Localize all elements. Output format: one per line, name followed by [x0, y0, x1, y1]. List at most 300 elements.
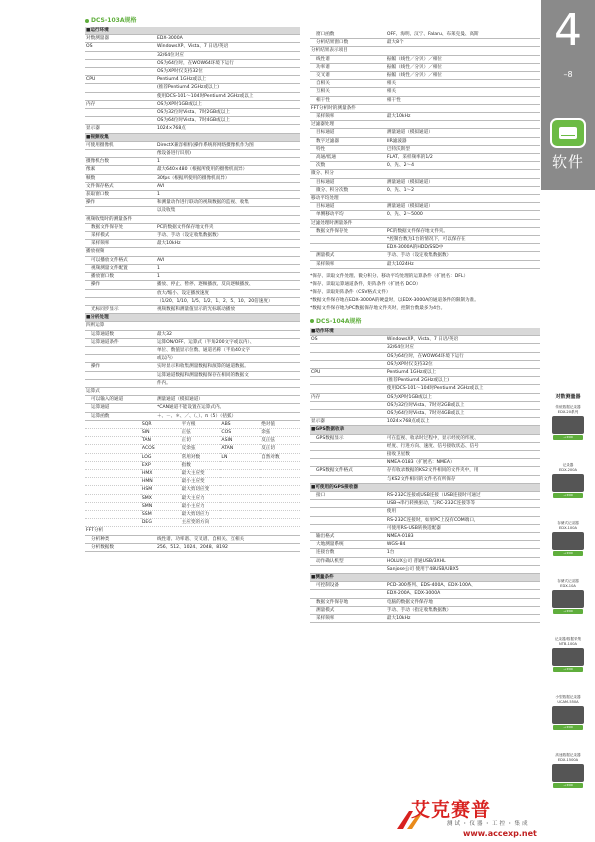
spec-value: 最大8个	[386, 39, 540, 47]
spec-key: 单侧移动平均	[310, 211, 386, 219]
indent-cell	[85, 478, 141, 486]
spec-row	[310, 145, 540, 153]
spec-row	[310, 236, 540, 244]
spec-value	[386, 573, 540, 581]
spec-value: *控制台数为1台的情况下，可以保存在	[386, 236, 540, 244]
spec-row	[310, 508, 540, 516]
spec-row	[310, 360, 540, 368]
spec-value: 使用DCS-101～104时Pentium4 2GHz或以上	[156, 92, 300, 100]
spec-value: 线性谱、功率谱、交叉谱、自相关、互相关	[156, 535, 300, 543]
math-function-cell: HSM	[141, 486, 181, 494]
spec-value: 电脑的数据文件保存地	[386, 598, 540, 606]
spec-row	[310, 219, 540, 227]
math-function-cell: 正切	[181, 437, 221, 445]
spec-key: 连接台数	[310, 549, 386, 557]
spec-key: 大地测量系统	[310, 541, 386, 549]
spec-value: OS为XP时仅支持32位	[156, 68, 300, 76]
math-function-cell: LN	[220, 453, 260, 461]
spec-value: 可使用RS-USB转换适配器	[386, 524, 540, 532]
math-function-cell	[220, 461, 260, 469]
page-link-button[interactable]: → P.00	[553, 667, 583, 672]
footnote: *保存、读取运算通道条件，矩阵条件（扩展名 DCO）	[310, 281, 421, 287]
spec-row	[85, 305, 300, 313]
spec-row	[85, 191, 300, 199]
spec-value: OS为32位时Vista、7时2GB或以上	[156, 109, 300, 117]
math-function-row	[85, 486, 300, 494]
spec-row	[310, 104, 540, 112]
fft-spec-table	[85, 527, 300, 552]
spec-key: 线性谱	[310, 55, 386, 63]
spec-value: AVI	[156, 182, 300, 190]
spec-value: 相关	[386, 80, 540, 88]
section-number: 4	[554, 5, 582, 56]
math-function-cell	[260, 486, 300, 494]
spec-row	[310, 475, 540, 483]
spec-value: 测量通道（模拟通道）	[386, 203, 540, 211]
spec-value: 和测量动作进行联动的视频数据的监视、收集	[156, 199, 300, 207]
page-link-button[interactable]: → P.00	[553, 783, 583, 788]
product-image	[552, 474, 584, 492]
spec-row	[85, 256, 300, 264]
spec-value: 0、先、1～2	[386, 186, 540, 194]
spec-value	[386, 121, 540, 129]
spec-row	[85, 387, 300, 395]
math-function-row	[85, 494, 300, 502]
spec-key: 四则运算	[85, 322, 156, 330]
math-function-row	[85, 437, 300, 445]
spec-key: 目标通道	[310, 178, 386, 186]
spec-value: 最大640×480（根据所使用的摄像机而异）	[156, 166, 300, 174]
spec-key: 可以播放文件格式	[85, 256, 156, 264]
spec-key: 视频测量文件配置	[85, 264, 156, 272]
spec-value: ＋、－、＊、／、（、）、π（5）（括弧）	[156, 412, 300, 420]
spec-key: 文件保存格式	[85, 182, 156, 190]
spec-value: 经度、行进方向、速度、信号接收状态、信号	[386, 442, 540, 450]
product-thumbnail[interactable]	[547, 695, 589, 731]
product-name: 存储式记录器	[557, 579, 579, 583]
spec-key: 微分、积分	[310, 170, 386, 178]
math-function-cell: 最小主应变	[181, 478, 221, 486]
product-image	[552, 764, 584, 782]
spec-row	[310, 63, 540, 71]
spec-row	[310, 252, 540, 260]
sub-section-number: –8	[563, 70, 573, 79]
spec-row	[310, 154, 540, 162]
spec-key: 分析结果窗口数	[310, 39, 386, 47]
math-function-row	[85, 461, 300, 469]
spec-row	[310, 615, 540, 623]
spec-value: 以及收集	[156, 207, 300, 215]
math-function-cell: ABS	[220, 421, 260, 429]
math-function-cell	[220, 478, 260, 486]
spec-row	[310, 368, 540, 376]
spec-value: 振幅（线性／分贝）／相位	[386, 55, 540, 63]
spec-value: 运算ON/OFF、运算式（半角200文字或以内）、	[156, 338, 300, 346]
spec-row	[85, 215, 300, 223]
spec-value: 相干性	[386, 96, 540, 104]
math-function-row	[85, 510, 300, 518]
math-function-cell: ASIN	[220, 437, 260, 445]
spec-key: 可控制设备	[310, 582, 386, 590]
math-function-cell: 正弦	[181, 428, 221, 436]
spec-row	[310, 260, 540, 268]
spec-row	[85, 166, 300, 174]
spec-value: 30fps（根据所使用的摄像机而异）	[156, 174, 300, 182]
math-function-cell: ATAN	[220, 445, 260, 453]
spec-row	[310, 162, 540, 170]
brand-url[interactable]: www.accexp.net	[463, 829, 537, 838]
spec-value: EDX-3000A	[156, 35, 300, 43]
spec-key: 内存	[310, 393, 386, 401]
spec-value: Pentium4 1GHz或以上	[156, 76, 300, 84]
bullet-icon	[310, 319, 314, 323]
spec-row	[85, 100, 300, 108]
page-link-button[interactable]: → P.00	[553, 609, 583, 614]
spec-key: 运算函数	[85, 412, 156, 420]
math-function-row	[85, 421, 300, 429]
spec-row	[85, 264, 300, 272]
spec-row	[85, 297, 300, 305]
indent-cell	[85, 461, 141, 469]
spec-value	[386, 328, 540, 336]
math-function-cell: 最小主应力	[181, 502, 221, 510]
spec-key: 播放窗口数	[85, 273, 156, 281]
spec-value: OS为32位时Vista、7时对2GB或以上	[386, 401, 540, 409]
product-thumbnail[interactable]	[547, 405, 589, 441]
spec-value: 最大10kHz	[386, 615, 540, 623]
spec-value: 存有收录数据的KS2文件相同的文件夹中，用	[386, 467, 540, 475]
product-thumbnail[interactable]	[547, 521, 589, 557]
spec-value: OS为XP时仅支持32位	[386, 360, 540, 368]
spec-key	[310, 475, 386, 483]
spec-key	[310, 377, 386, 385]
spec-value: IIR滤波器	[386, 137, 540, 145]
math-function-cell	[260, 461, 300, 469]
math-function-cell: ACOS	[141, 445, 181, 453]
indent-cell	[85, 445, 141, 453]
dcs103a-spec-table-cont	[310, 31, 540, 269]
indent-cell	[85, 428, 141, 436]
spec-row	[310, 606, 540, 614]
software-icon	[550, 118, 586, 148]
spec-row	[85, 125, 300, 133]
spec-key: 微分、积分次数	[310, 186, 386, 194]
product-model: EDX-20系列	[557, 410, 579, 414]
spec-value: 使用DCS-101～104时Pentium4 2GHz或以上	[386, 385, 540, 393]
spec-key: 相干性	[310, 96, 386, 104]
spec-key: GPS数据显示	[310, 434, 386, 442]
math-function-cell	[260, 478, 300, 486]
math-function-cell: SIN	[141, 428, 181, 436]
spec-row	[85, 371, 300, 379]
spec-row	[85, 379, 300, 387]
spec-value: NMEA-0183（扩展名：NMEA）	[386, 459, 540, 467]
spec-key: 数字过滤器	[310, 137, 386, 145]
spec-row	[85, 322, 300, 330]
spec-row	[310, 113, 540, 121]
spec-row	[85, 27, 300, 35]
spec-row	[85, 281, 300, 289]
spec-row	[310, 96, 540, 104]
spec-key	[310, 508, 386, 516]
spec-row	[85, 355, 300, 363]
spec-key: 移动平均处理	[310, 195, 386, 203]
spec-value: 32/64位对应	[156, 51, 300, 59]
spec-value: 手动、手动（设定收集数据数）	[156, 232, 300, 240]
spec-key: 特性	[310, 145, 386, 153]
spec-value: 最大1024Hz	[386, 260, 540, 268]
indent-cell	[85, 502, 141, 510]
spec-value: *CAN通道不能设置在运算式内。	[156, 404, 300, 412]
spec-key: ■测量条件	[310, 573, 386, 581]
spec-row	[85, 232, 300, 240]
spec-row	[85, 330, 300, 338]
math-function-row	[85, 428, 300, 436]
page-link-button[interactable]: → P.00	[553, 551, 583, 556]
indent-cell	[85, 421, 141, 429]
math-function-cell: SSM	[141, 510, 181, 518]
spec-value: 手动、手动（指定收集数据数）	[386, 606, 540, 614]
spec-row	[85, 273, 300, 281]
spec-key: 自相关	[310, 80, 386, 88]
math-function-cell: 常用对数	[181, 453, 221, 461]
spec-value: 相关	[386, 88, 540, 96]
footnote: *保存、读取文件处理、微分积分、移动平均处理的运算条件（扩展名：DFL）	[310, 273, 469, 279]
spec-key	[85, 109, 156, 117]
spec-key: 分析数据数	[85, 543, 156, 551]
indent-cell	[85, 437, 141, 445]
spec-row	[85, 404, 300, 412]
math-function-row	[85, 478, 300, 486]
math-function-cell	[260, 502, 300, 510]
spec-value: （1/20、1/10、1/5、1/2、1、2、5、10、20倍速度）	[156, 297, 300, 305]
spec-key	[85, 371, 156, 379]
sidebar	[541, 0, 595, 842]
spec-key: 接口	[310, 491, 386, 499]
indent-cell	[85, 519, 141, 527]
product-thumbnail[interactable]	[547, 463, 589, 499]
spec-row	[310, 532, 540, 540]
spec-key	[85, 68, 156, 76]
page-link-button[interactable]: → P.00	[553, 435, 583, 440]
spec-key: FFT分析时的测量条件	[310, 104, 386, 112]
spec-key: 内存	[85, 100, 156, 108]
product-model: NTB-100A	[559, 642, 577, 646]
spec-value: DirectX兼容相机(操作系统将网络摄像机作为图	[156, 141, 300, 149]
spec-key: 测量模式	[310, 252, 386, 260]
spec-row	[85, 117, 300, 125]
spec-row	[85, 338, 300, 346]
spec-row	[310, 80, 540, 88]
spec-key	[310, 385, 386, 393]
spec-value: PC的数据文件保存地文件夹。	[386, 227, 540, 235]
spec-row	[85, 68, 300, 76]
spec-key: 运算通道	[85, 404, 156, 412]
spec-key	[310, 500, 386, 508]
dcs104a-title	[310, 318, 540, 328]
spec-value: WindowsXP、Vista、7 日语/英语	[156, 43, 300, 51]
spec-row	[85, 51, 300, 59]
spec-value: FLAT、采样频率的1/2	[386, 154, 540, 162]
spec-key: 交叉谱	[310, 72, 386, 80]
spec-value: 测量通道（模拟通道）	[386, 129, 540, 137]
spec-row	[310, 377, 540, 385]
spec-key: ■动作环境	[310, 328, 386, 336]
spec-row	[310, 450, 540, 458]
spec-key: CPU	[310, 368, 386, 376]
spec-row	[310, 227, 540, 235]
math-function-cell	[220, 486, 260, 494]
math-function-cell	[260, 469, 300, 477]
spec-row	[310, 170, 540, 178]
spec-key	[310, 459, 386, 467]
spec-value: 测量通道（模拟通道）	[386, 178, 540, 186]
spec-row	[310, 418, 540, 426]
math-function-cell	[220, 510, 260, 518]
product-thumbnail[interactable]	[547, 637, 589, 673]
product-model: EDX-10A	[560, 584, 576, 588]
spec-value: 1	[156, 158, 300, 166]
spec-key: 数据文件保存地	[310, 598, 386, 606]
spec-row	[310, 344, 540, 352]
spec-key: GPS数据文件格式	[310, 467, 386, 475]
math-function-cell: 最大主应变	[181, 469, 221, 477]
spec-value	[386, 195, 540, 203]
math-function-cell: 反正弦	[260, 437, 300, 445]
spec-value: 1024×768点或以上	[386, 418, 540, 426]
spec-row	[310, 244, 540, 252]
spec-row	[310, 483, 540, 491]
spec-key: 高通/低通	[310, 154, 386, 162]
product-name: 记录器	[562, 463, 574, 467]
spec-row	[310, 203, 540, 211]
spec-key	[85, 355, 156, 363]
dcs104a-spec-table	[310, 328, 540, 623]
sidebar-header	[541, 0, 595, 190]
math-function-cell: 余弦	[260, 428, 300, 436]
spec-row	[310, 549, 540, 557]
spec-row	[310, 409, 540, 417]
spec-key: 运算通道数	[85, 330, 156, 338]
dcs103a-spec-column	[85, 17, 300, 552]
spec-value	[386, 483, 540, 491]
spec-key: 光标同步显示	[85, 305, 156, 313]
spec-key	[310, 516, 386, 524]
spec-row	[310, 129, 540, 137]
category-label: 软件	[551, 153, 584, 171]
spec-value	[156, 133, 300, 141]
spec-key	[310, 352, 386, 360]
page-link-button[interactable]: → P.00	[553, 493, 583, 498]
spec-value: 运算通道数据和测量数据保存在相同的数据文	[156, 371, 300, 379]
spec-key: 帧数	[85, 174, 156, 182]
spec-row	[310, 121, 540, 129]
spec-value: OS为XP时1GB或以上	[156, 100, 300, 108]
spec-row	[310, 211, 540, 219]
math-function-cell: EXP	[141, 461, 181, 469]
math-function-row	[85, 453, 300, 461]
spec-value: PC的数据文件保存地文件夹	[156, 223, 300, 231]
spec-key: ■分析处理	[85, 314, 156, 322]
spec-key: 分析种类	[85, 535, 156, 543]
spec-row	[310, 39, 540, 47]
brand-tagline: 测试・仪器・工控・集成	[447, 821, 530, 827]
spec-row	[85, 182, 300, 190]
spec-value: EDX-200A、EDX-3000A	[386, 590, 540, 598]
spec-value: 256、512、1024、2048、8192	[156, 543, 300, 551]
spec-row	[85, 223, 300, 231]
product-thumbnail[interactable]	[547, 753, 589, 789]
spec-row	[310, 516, 540, 524]
indent-cell	[85, 453, 141, 461]
product-model: EDX-100A	[559, 526, 577, 530]
spec-key: 测量模式	[310, 606, 386, 614]
math-function-cell: 平方根	[181, 421, 221, 429]
spec-row	[310, 88, 540, 96]
spec-key: 可以输入的通道	[85, 396, 156, 404]
spec-row	[85, 141, 300, 149]
product-image	[552, 532, 584, 550]
spec-value: AVI	[156, 256, 300, 264]
spec-row	[85, 543, 300, 551]
math-function-row	[85, 519, 300, 527]
spec-value	[156, 248, 300, 256]
spec-row	[85, 43, 300, 51]
spec-key: 分析结果表示项目	[310, 47, 386, 55]
spec-value: RS-232C连接时，如果PC上没有COM端口，	[386, 516, 540, 524]
math-function-cell: 反余弦	[181, 445, 221, 453]
spec-value: 1	[156, 264, 300, 272]
spec-key	[310, 442, 386, 450]
page-link-button[interactable]: → P.00	[553, 725, 583, 730]
spec-row	[310, 541, 540, 549]
math-function-cell	[260, 510, 300, 518]
spec-value: (推荐Pentium4 2GHz或以上)	[156, 84, 300, 92]
spec-key	[85, 289, 156, 297]
spec-key	[310, 244, 386, 252]
spec-value: 最大32	[156, 330, 300, 338]
spec-key	[85, 51, 156, 59]
spec-key: OS	[85, 43, 156, 51]
spec-row	[85, 346, 300, 354]
spec-value	[156, 215, 300, 223]
spec-row	[310, 47, 540, 55]
spec-row	[85, 174, 300, 182]
spec-key: ■运行环境	[85, 27, 156, 35]
math-function-cell: HMX	[141, 469, 181, 477]
spec-row	[310, 582, 540, 590]
spec-key	[310, 590, 386, 598]
spec-value: (推荐Pentium4 2GHz或以上)	[386, 377, 540, 385]
math-function-cell: 指数	[181, 461, 221, 469]
spec-row	[310, 573, 540, 581]
spec-key	[310, 450, 386, 458]
spec-row	[85, 207, 300, 215]
spec-key: 采样频率	[310, 113, 386, 121]
spec-value: 接收卫星数	[386, 450, 540, 458]
spec-key: 互相关	[310, 88, 386, 96]
product-thumbnail[interactable]	[547, 579, 589, 615]
math-function-cell: 最大主应力	[181, 494, 221, 502]
spec-value	[156, 527, 300, 535]
spec-value: NMEA-0183	[386, 532, 540, 540]
math-function-cell: 最大剪切应变	[181, 486, 221, 494]
spec-value: 实时显示和收集测量数据和演算的通道数据。	[156, 363, 300, 371]
spec-row	[310, 178, 540, 186]
spec-key	[310, 360, 386, 368]
sidebar-heading: 对数测量器	[555, 394, 581, 400]
spec-value: OS为64位时Vista、7时4GB或以上	[156, 117, 300, 125]
